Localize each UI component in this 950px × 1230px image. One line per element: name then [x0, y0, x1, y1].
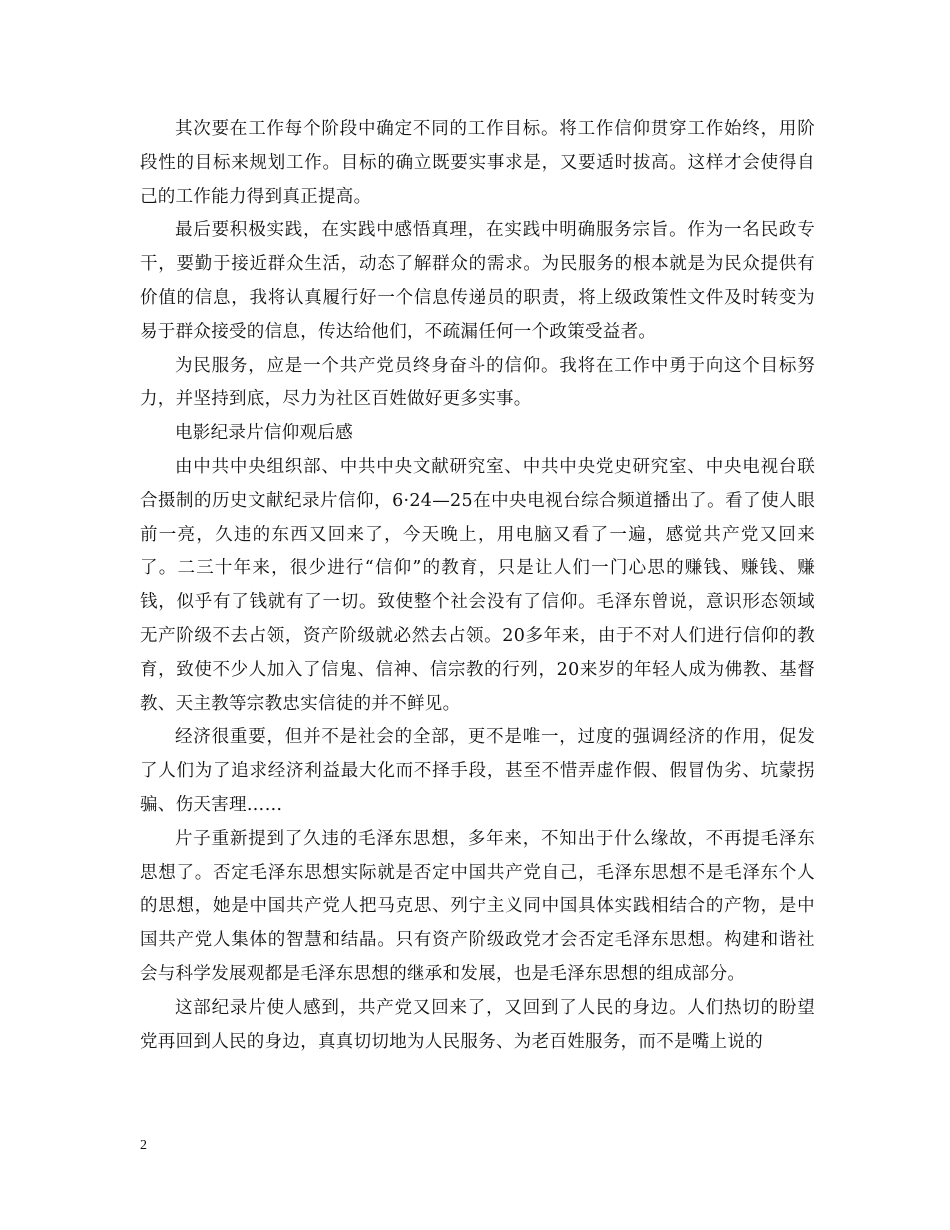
paragraph-documentary-intro: 由中共中央组织部、中共中央文献研究室、中共中央党史研究室、中央电视台联合摄制的历史文献纪录片信仰，6·24—25在中央电视台综合频道播出了。看了使人眼前一亮，久违的东西又回来了，今天晚上，用电脑又看了一遍，感觉共产党又回来了。二三十年来，很少进行“信仰”的教育，只是让人们一门心思的赚钱、赚钱、赚钱，似乎有了钱就有了一切。致使整个社会没有了信仰。毛泽东曾说，意识形态领域无产阶级不去占领，资产阶级就必然去占领。20多年来，由于不对人们进行信仰的教育，致使不少人加入了信鬼、信神、信宗教的行列，20来岁的年轻人成为佛教、基督教、天主教等宗教忠实信徒的并不鲜见。 — [140, 456, 815, 714]
paragraph-economy: 经济很重要，但并不是社会的全部，更不是唯一，过度的强调经济的作用，促发了人们为了追求经济利益最大化而不择手段，甚至不惜弄虚作假、假冒伪劣、坑蒙拐骗、伤天害理…… — [140, 727, 815, 815]
paragraph-work-goals: 其次要在工作每个阶段中确定不同的工作目标。将工作信仰贯穿工作始终，用阶段性的目标来规划工作。目标的确立既要实事求是，又要适时拔高。这样才会使得自己的工作能力得到真正提高。 — [140, 119, 815, 207]
paragraph-mao-thought: 片子重新提到了久违的毛泽东思想，多年来，不知出于什么缘故，不再提毛泽东思想了。否定毛泽东思想实际就是否定中国共产党自己，毛泽东思想不是毛泽东个人的思想，她是中国共产党人把马克思、列宁主义同中国具体实践相结合的产物，是中国共产党人集体的智慧和结晶。只有资产阶级政党才会否定毛泽东思想。构建和谐社会与科学发展观都是毛泽东思想的继承和发展，也是毛泽东思想的组成部分。 — [140, 828, 815, 984]
section-heading: 电影纪录片信仰观后感 — [175, 423, 353, 444]
document-body — [140, 113, 815, 1059]
paragraph-serve-people: 为民服务，应是一个共产党员终身奋斗的信仰。我将在工作中勇于向这个目标努力，并坚持到底，尽力为社区百姓做好更多实事。 — [140, 355, 815, 410]
paragraph-practice: 最后要积极实践，在实践中感悟真理，在实践中明确服务宗旨。作为一名民政专干，要勤于接近群众生活，动态了解群众的需求。为民服务的根本就是为民众提供有价值的信息，我将认真履行好一个信息传递员的职责，将上级政策性文件及时转变为易于群众接受的信息，传达给他们，不疏漏任何一个政策受益者。 — [140, 220, 815, 342]
paragraph-party-returns: 这部纪录片使人感到，共产党又回来了，又回到了人民的身边。人们热切的盼望党再回到人民的身边，真真切切地为人民服务、为老百姓服务，而不是嘴上说的 — [140, 997, 815, 1052]
page-number: 2 — [140, 1138, 147, 1153]
